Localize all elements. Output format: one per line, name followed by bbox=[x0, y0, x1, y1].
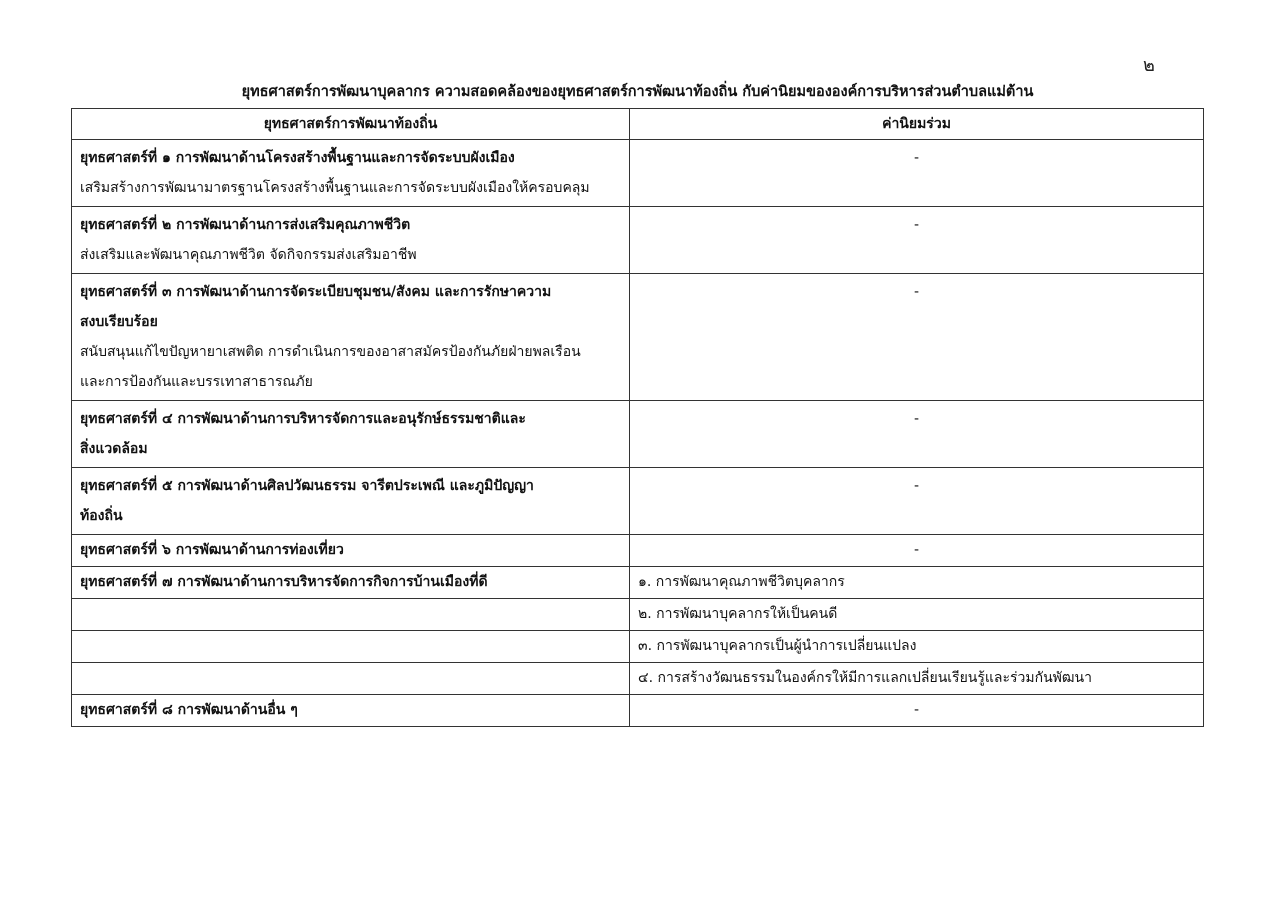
strategy-title: ยุทธศาสตร์ที่ ๑ การพัฒนาด้านโครงสร้างพื้นฐานและการจัดระบบผังเมือง bbox=[80, 150, 515, 166]
value-cell: - bbox=[630, 207, 1204, 274]
strategy-description: สนับสนุนแก้ไขปัญหายาเสพติด การดำเนินการของอาสาสมัครป้องกันภัยฝ่ายพลเรือน bbox=[80, 344, 581, 360]
table-header-row bbox=[72, 109, 1204, 140]
value-cell: ๔. การสร้างวัฒนธรรมในองค์กรให้มีการแลกเปลี่ยนเรียนรู้และร่วมกันพัฒนา bbox=[630, 663, 1204, 695]
value-cell: - bbox=[630, 468, 1204, 535]
strategy-title: ยุทธศาสตร์ที่ ๓ การพัฒนาด้านการจัดระเบียบชุมชน/สังคม และการรักษาความ bbox=[80, 284, 552, 300]
table-row bbox=[72, 468, 1204, 535]
value-cell: - bbox=[630, 274, 1204, 401]
strategy-cell bbox=[72, 274, 630, 401]
value-cell: - bbox=[630, 401, 1204, 468]
strategy-title: ยุทธศาสตร์ที่ ๘ การพัฒนาด้านอื่น ๆ bbox=[80, 702, 298, 718]
strategy-title-continued: สงบเรียบร้อย bbox=[80, 314, 158, 330]
column-header-strategy: ยุทธศาสตร์การพัฒนาท้องถิ่น bbox=[72, 109, 630, 140]
table-row bbox=[72, 631, 1204, 663]
strategy-title-continued: สิ่งแวดล้อม bbox=[80, 441, 148, 457]
table-row bbox=[72, 663, 1204, 695]
strategy-description: ส่งเสริมและพัฒนาคุณภาพชีวิต จัดกิจกรรมส่งเสริมอาชีพ bbox=[80, 247, 417, 263]
strategy-cell-empty bbox=[72, 631, 630, 663]
value-cell: - bbox=[630, 140, 1204, 207]
strategy-cell bbox=[72, 140, 630, 207]
strategy-title: ยุทธศาสตร์ที่ ๒ การพัฒนาด้านการส่งเสริมคุณภาพชีวิต bbox=[80, 217, 411, 233]
strategy-cell bbox=[72, 695, 630, 727]
strategy-cell-empty bbox=[72, 599, 630, 631]
value-cell: - bbox=[630, 535, 1204, 567]
table-row bbox=[72, 599, 1204, 631]
value-cell: ๓. การพัฒนาบุคลากรเป็นผู้นำการเปลี่ยนแปลง bbox=[630, 631, 1204, 663]
table-row bbox=[72, 567, 1204, 599]
table-row bbox=[72, 207, 1204, 274]
strategy-description: เสริมสร้างการพัฒนามาตรฐานโครงสร้างพื้นฐานและการจัดระบบผังเมืองให้ครอบคลุม bbox=[80, 180, 590, 196]
strategy-title: ยุทธศาสตร์ที่ ๖ การพัฒนาด้านการท่องเที่ยว bbox=[80, 542, 344, 558]
table-row bbox=[72, 535, 1204, 567]
strategy-title: ยุทธศาสตร์ที่ ๗ การพัฒนาด้านการบริหารจัดการกิจการบ้านเมืองที่ดี bbox=[80, 574, 488, 590]
strategy-cell bbox=[72, 401, 630, 468]
strategy-title: ยุทธศาสตร์ที่ ๕ การพัฒนาด้านศิลปวัฒนธรรม จารีตประเพณี และภูมิปัญญา bbox=[80, 478, 534, 494]
table-row bbox=[72, 695, 1204, 727]
strategy-values-table bbox=[71, 108, 1204, 727]
strategy-title: ยุทธศาสตร์ที่ ๔ การพัฒนาด้านการบริหารจัดการและอนุรักษ์ธรรมชาติและ bbox=[80, 411, 526, 427]
table-row bbox=[72, 140, 1204, 207]
page-number: ๒ bbox=[1143, 55, 1155, 76]
value-cell: - bbox=[630, 695, 1204, 727]
strategy-description-continued: และการป้องกันและบรรเทาสาธารณภัย bbox=[80, 374, 313, 390]
strategy-cell bbox=[72, 535, 630, 567]
table-row bbox=[72, 274, 1204, 401]
strategy-cell-empty bbox=[72, 663, 630, 695]
value-cell: ๑. การพัฒนาคุณภาพชีวิตบุคลากร bbox=[630, 567, 1204, 599]
strategy-cell bbox=[72, 207, 630, 274]
strategy-cell bbox=[72, 567, 630, 599]
strategy-title-continued: ท้องถิ่น bbox=[80, 508, 123, 524]
document-title: ยุทธศาสตร์การพัฒนาบุคลากร ความสอดคล้องของยุทธศาสตร์การพัฒนาท้องถิ่น กับค่านิยมขององค์การบริหารส่วนตำบลแม่ต้าน bbox=[241, 84, 1034, 100]
column-header-values: ค่านิยมร่วม bbox=[630, 109, 1204, 140]
value-cell: ๒. การพัฒนาบุคลากรให้เป็นคนดี bbox=[630, 599, 1204, 631]
table-row bbox=[72, 401, 1204, 468]
strategy-cell bbox=[72, 468, 630, 535]
